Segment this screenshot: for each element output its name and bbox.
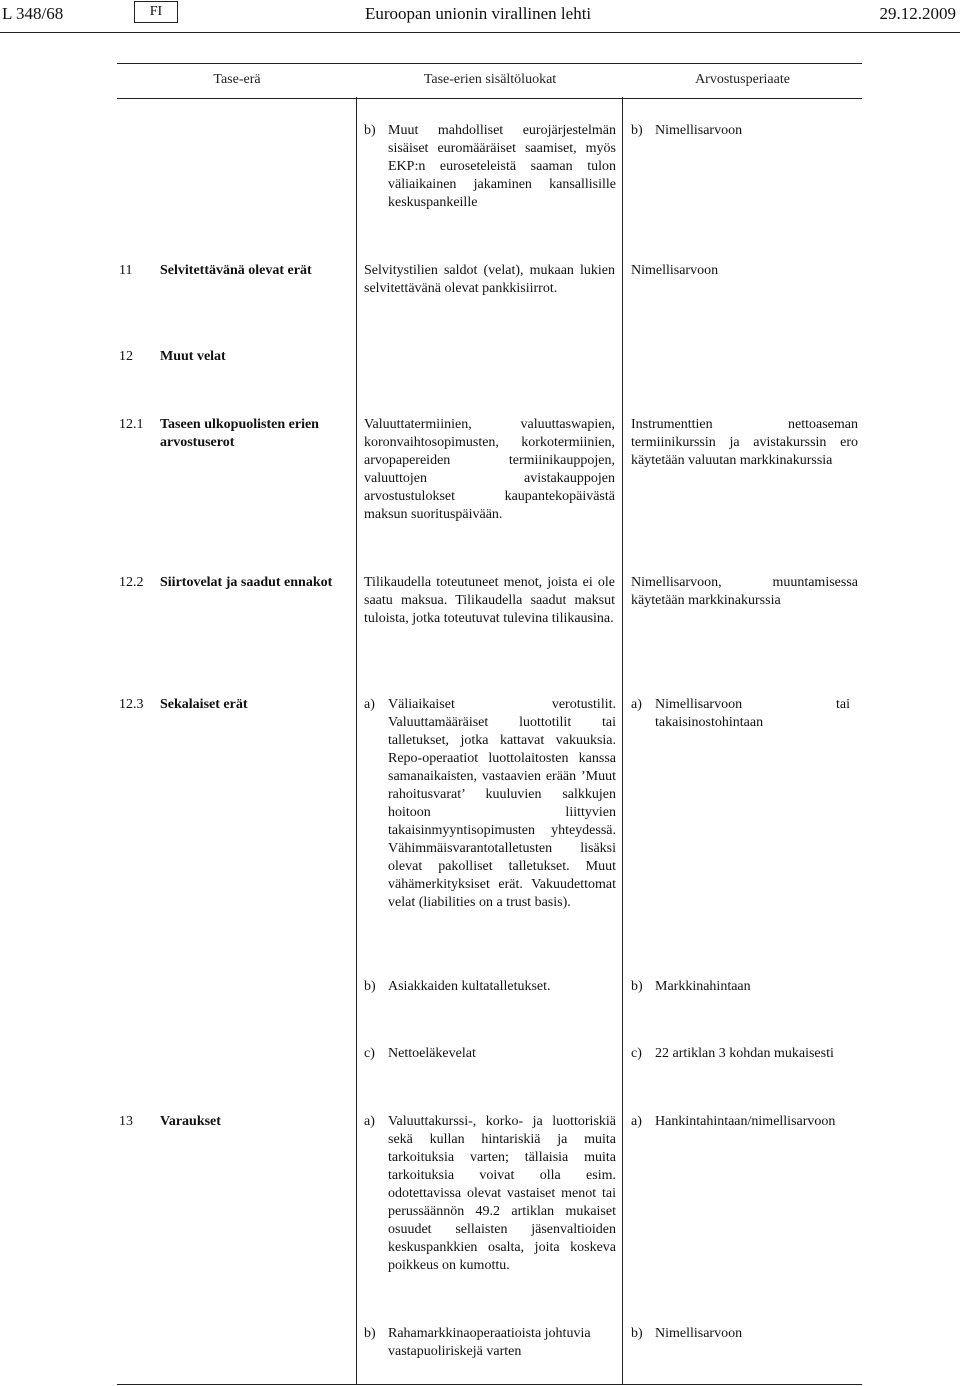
row-number: 12.1	[119, 417, 144, 432]
content-text: Väliaikaiset verotustilit. Valuuttamääräiset luottotilit tai talletukset, jotka kattavat vakuuksia. Repo-operaatiot luottolaitosten kanssa samanaikaisten, vastaavien erään ’Muut rahoitusvarat’ kuuluvien salkkujen hoitoon liittyvien takaisinmyyntisopimusten yhteydessä. Vähimmäisvarantotalletusten lisäksi olevat pakolliset talletukset. Muut vähämerkityksiset erät. Vakuudettomat velat (liabilities on a trust basis).	[388, 697, 616, 910]
page-header	[0, 0, 960, 34]
sub-item-a-content	[364, 1113, 616, 1283]
table-top-rule	[117, 63, 862, 64]
sub-item-a-content	[364, 696, 616, 936]
row-item-name: Selvitettävänä olevat erät	[160, 263, 312, 278]
sub-item-a-principle	[631, 1113, 866, 1133]
header-rule	[0, 32, 960, 33]
list-marker: a)	[364, 1114, 375, 1129]
list-marker: c)	[364, 1046, 375, 1061]
list-marker: a)	[631, 697, 642, 712]
journal-title: Euroopan unionin virallinen lehti	[365, 4, 592, 23]
row-number: 11	[119, 263, 133, 278]
row-item-name: Taseen ulkopuolisten erien arvostuserot	[160, 417, 319, 450]
sub-item-a-principle	[631, 696, 856, 736]
table-bottom-rule	[117, 1384, 862, 1385]
principle-text: Nimellisarvoon	[655, 1326, 743, 1341]
row-principle: Nimellisarvoon, muuntamisessa käytetään markkinakurssia	[631, 575, 858, 608]
row-item-name: Sekalaiset erät	[160, 697, 248, 712]
column-header-item: Tase-erä	[213, 72, 261, 87]
column-header-principle: Arvostusperiaate	[695, 72, 790, 87]
row-item-name: Varaukset	[160, 1114, 221, 1129]
content-text: Muut mahdolliset eurojärjestelmän sisäiset euromääräiset saamiset, myös EKP:n euroseteleistä saaman tulon väliaikainen jakaminen kansallisille keskuspankeille	[388, 123, 616, 210]
row-content: Valuuttatermiinien, valuuttaswapien, koronvaihtosopimusten, korkotermiinien, arvopapereiden termiinikauppojen, valuuttojen avistakauppojen arvostustulokset kaupantekopäivästä maksun suorituspäivään.	[364, 417, 615, 522]
publication-date: 29.12.2009	[879, 4, 956, 23]
row-principle: Nimellisarvoon	[631, 263, 719, 278]
content-text: Valuuttakurssi-, korko- ja luottoriskiä sekä kullan hintariskiä ja muita tarkoituksia varten; tällaisia muita tarkoituksia voivat olla esim. odotettavissa olevat vastaiset menot tai perussäännön 49.2 artiklan mukaiset osuudet sellaisten jäsenvaltioiden keskuspankkien osalta, joita koskeva poikkeus on kumottu.	[388, 1114, 616, 1273]
list-marker: b)	[631, 979, 643, 994]
list-marker: b)	[631, 123, 643, 138]
principle-text: Markkinahintaan	[655, 979, 751, 994]
row-number: 12	[119, 349, 133, 364]
list-marker: b)	[364, 1326, 376, 1341]
list-marker: a)	[364, 697, 375, 712]
list-marker: b)	[364, 123, 376, 138]
column-divider-1	[356, 97, 357, 1385]
principle-text: 22 artiklan 3 kohdan mukaisesti	[655, 1046, 834, 1061]
table-header-rule	[117, 98, 862, 99]
sub-item-b-content	[364, 1325, 616, 1365]
row-number: 13	[119, 1114, 133, 1129]
list-marker: b)	[631, 1326, 643, 1341]
column-divider-2	[622, 97, 623, 1385]
row-item-name: Muut velat	[160, 349, 226, 364]
row-content: Tilikaudella toteutuneet menot, joista ei ole saatu maksua. Tilikaudella saadut maksut tuloista, jotka toteutuvat tulevina tilikausina.	[364, 575, 615, 626]
page-reference: L 348/68	[2, 4, 64, 23]
row-content: Selvitystilien saldot (velat), mukaan lukien selvitettävänä olevat pankkisiirrot.	[364, 263, 615, 296]
language-badge: FI	[134, 1, 178, 23]
sub-item-b-principle	[631, 978, 856, 998]
row-principle: Instrumenttien nettoaseman termiinikurssin ja avistakurssin ero käytetään valuutan markkinakurssia	[631, 417, 858, 468]
sub-item-b-content	[364, 978, 616, 998]
list-marker: c)	[631, 1046, 642, 1061]
row-number: 12.3	[119, 697, 144, 712]
row-other-intra-eurosystem-content	[364, 122, 616, 217]
content-text: Rahamarkkinaoperaatioista johtuvia vastapuoliriskejä varten	[388, 1326, 591, 1359]
principle-text: Hankintahintaan/nimellisarvoon	[655, 1114, 836, 1129]
column-header-content: Tase-erien sisältöluokat	[423, 72, 557, 87]
principle-text: Nimellisarvoon	[655, 123, 743, 138]
row-item-name: Siirtovelat ja saadut ennakot	[160, 575, 333, 590]
sub-item-c-principle	[631, 1045, 866, 1065]
row-other-intra-eurosystem-principle	[631, 122, 856, 142]
principle-text: Nimellisarvoon tai takaisinostohintaan	[655, 697, 850, 730]
list-marker: b)	[364, 979, 376, 994]
content-text: Nettoeläkevelat	[388, 1046, 476, 1061]
content-text: Asiakkaiden kultatalletukset.	[388, 979, 551, 994]
sub-item-c-content	[364, 1045, 616, 1065]
list-marker: a)	[631, 1114, 642, 1129]
row-number: 12.2	[119, 575, 144, 590]
sub-item-b-principle	[631, 1325, 856, 1345]
